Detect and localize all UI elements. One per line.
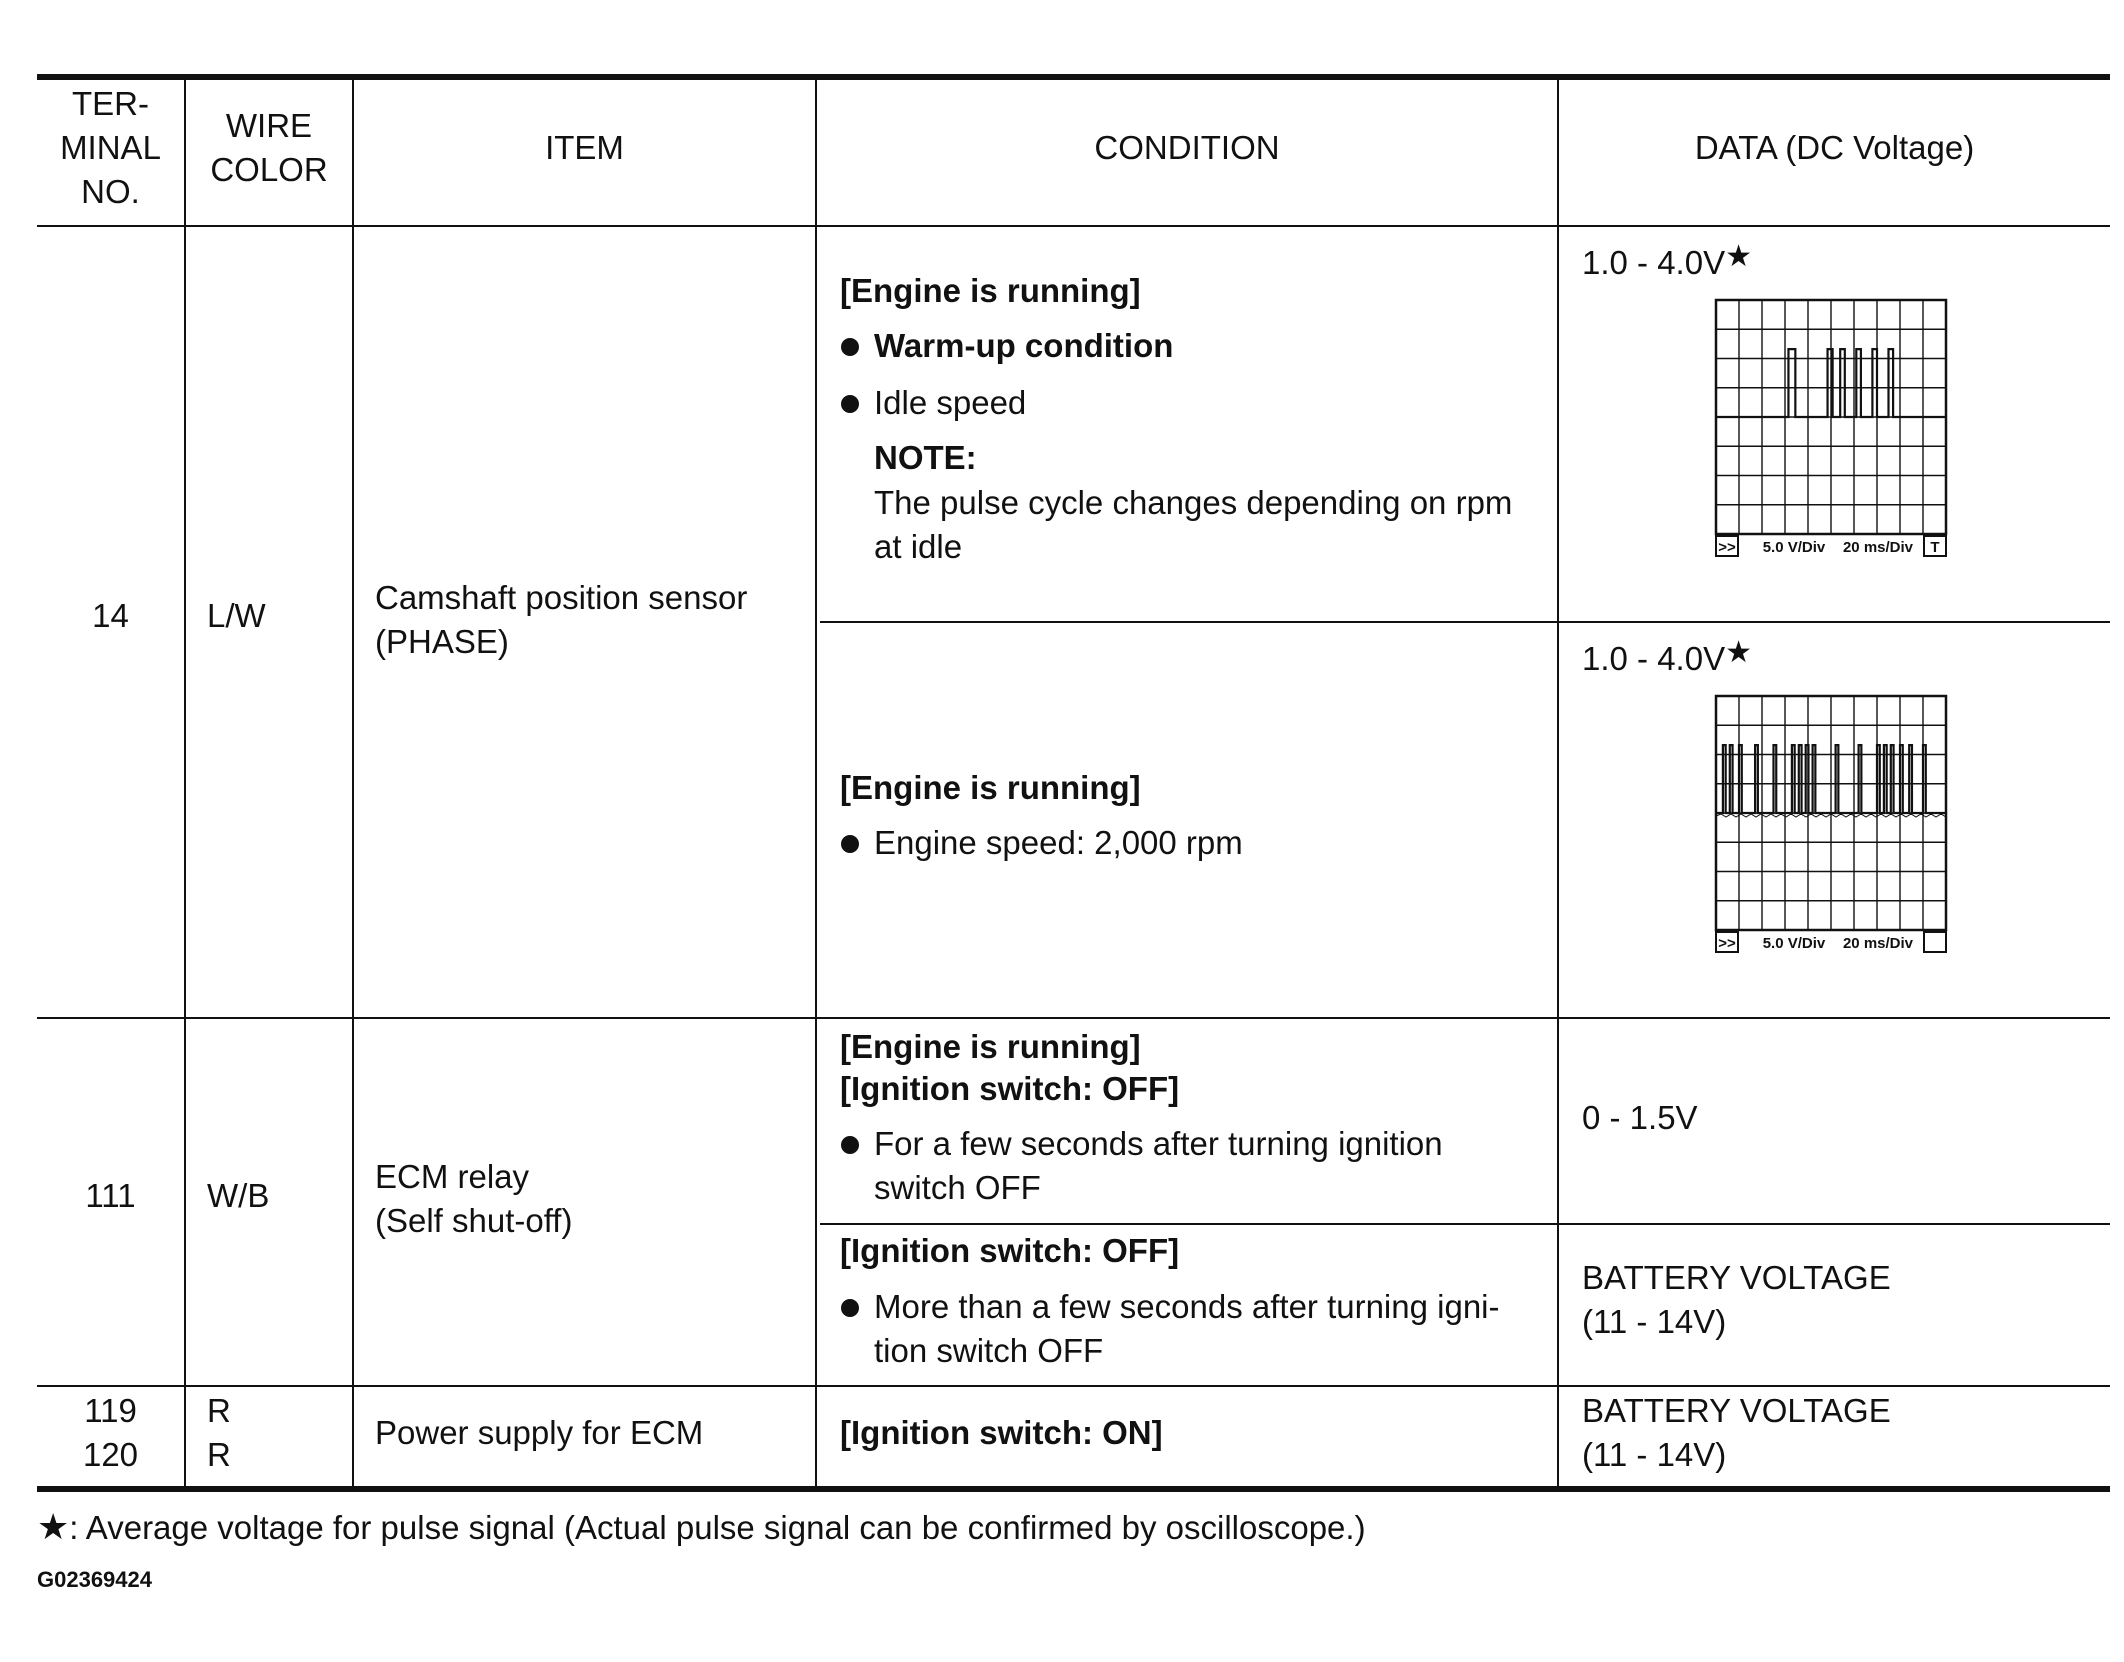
ecm-split-rule [820, 1223, 2110, 1225]
voltage-range: 1.0 - 4.0V [1582, 244, 1726, 281]
item-ecm-relay: ECM relay (Self shut-off) [375, 1158, 573, 1239]
terminal-14: 14 [92, 597, 129, 634]
bullet-dot [841, 1299, 859, 1317]
data-value-idle [1582, 241, 1752, 287]
terminal-111: 111 [85, 1177, 136, 1214]
item-power-supply: Power supply for ECM [375, 1414, 704, 1451]
star-symbol: ★ [37, 1506, 70, 1547]
table-top-rule [37, 74, 2110, 80]
condition-heading: [Engine is running] [840, 769, 1141, 806]
voltage-range: 1.0 - 4.0V [1582, 640, 1726, 677]
header-data: DATA (DC Voltage) [1694, 129, 1975, 166]
col-rule-2 [352, 78, 354, 1488]
row-rule-2 [37, 1385, 2110, 1387]
note-label: NOTE: [874, 439, 977, 476]
table-bottom-rule [37, 1486, 2110, 1492]
condition-more-than-few-seconds: More than a few seconds after turning igni- tion switch OFF [874, 1288, 1500, 1369]
row-rule-1 [37, 1017, 2110, 1019]
condition-few-seconds: For a few seconds after turning ignition switch OFF [874, 1125, 1443, 1206]
wire-color-lw: L/W [207, 597, 266, 634]
col-rule-1 [184, 78, 186, 1488]
data-value-battery-voltage: BATTERY VOLTAGE (11 - 14V) [1582, 1392, 1891, 1473]
note-text: The pulse cycle changes depending on rpm at idle [874, 484, 1513, 565]
item-camshaft-sensor: Camshaft position sensor (PHASE) [375, 579, 748, 660]
footnote [37, 1505, 1366, 1550]
bullet-dot [841, 338, 859, 356]
scope-run-badge: >> [1718, 539, 1736, 556]
col-rule-4 [1557, 78, 1559, 1488]
header-item: ITEM [545, 129, 624, 166]
camshaft-split-rule [820, 621, 2110, 623]
header-condition: CONDITION [1094, 129, 1280, 166]
figure-code: G02369424 [37, 1567, 152, 1592]
scope-trigger-badge: T [1930, 539, 1940, 556]
condition-heading: [Engine is running] [840, 272, 1141, 309]
data-value-battery-voltage: BATTERY VOLTAGE (11 - 14V) [1582, 1259, 1891, 1340]
header-bottom-rule [37, 225, 2110, 227]
condition-heading: [Ignition switch: OFF] [840, 1070, 1180, 1107]
oscilloscope-waveform-idle [1712, 296, 1950, 559]
wire-color-wb: W/B [207, 1177, 270, 1214]
data-value-relay-on: 0 - 1.5V [1582, 1099, 1698, 1136]
bullet-dot [841, 395, 859, 413]
data-value-2000rpm [1582, 637, 1752, 683]
scope-volts-per-div: 5.0 V/Div [1762, 935, 1826, 952]
condition-warm-up: Warm-up condition [874, 327, 1174, 364]
condition-heading: [Ignition switch: OFF] [840, 1232, 1180, 1269]
header-terminal-no: TER- MINAL NO. [60, 85, 161, 210]
scope-run-badge: >> [1718, 935, 1736, 952]
oscilloscope-waveform-2000rpm [1712, 692, 1950, 955]
wire-color-r: R R [207, 1392, 231, 1473]
condition-idle-speed: Idle speed [874, 384, 1027, 421]
bullet-dot [841, 835, 859, 853]
header-wire-color: WIRE COLOR [210, 107, 328, 188]
condition-heading: [Engine is running] [840, 1028, 1141, 1065]
bullet-dot [841, 1136, 859, 1154]
scope-time-per-div: 20 ms/Div [1842, 935, 1914, 952]
star-symbol: ★ [1725, 636, 1752, 669]
col-rule-3 [815, 78, 817, 1488]
condition-heading: [Ignition switch: ON] [840, 1414, 1163, 1451]
star-symbol: ★ [1725, 240, 1752, 273]
terminal-119-120: 119 120 [82, 1392, 139, 1473]
condition-engine-speed: Engine speed: 2,000 rpm [874, 824, 1243, 861]
scope-volts-per-div: 5.0 V/Div [1762, 539, 1826, 556]
footnote-text: : Average voltage for pulse signal (Actual pulse signal can be confirmed by oscilloscope.) [69, 1509, 1366, 1546]
scope-time-per-div: 20 ms/Div [1842, 539, 1914, 556]
